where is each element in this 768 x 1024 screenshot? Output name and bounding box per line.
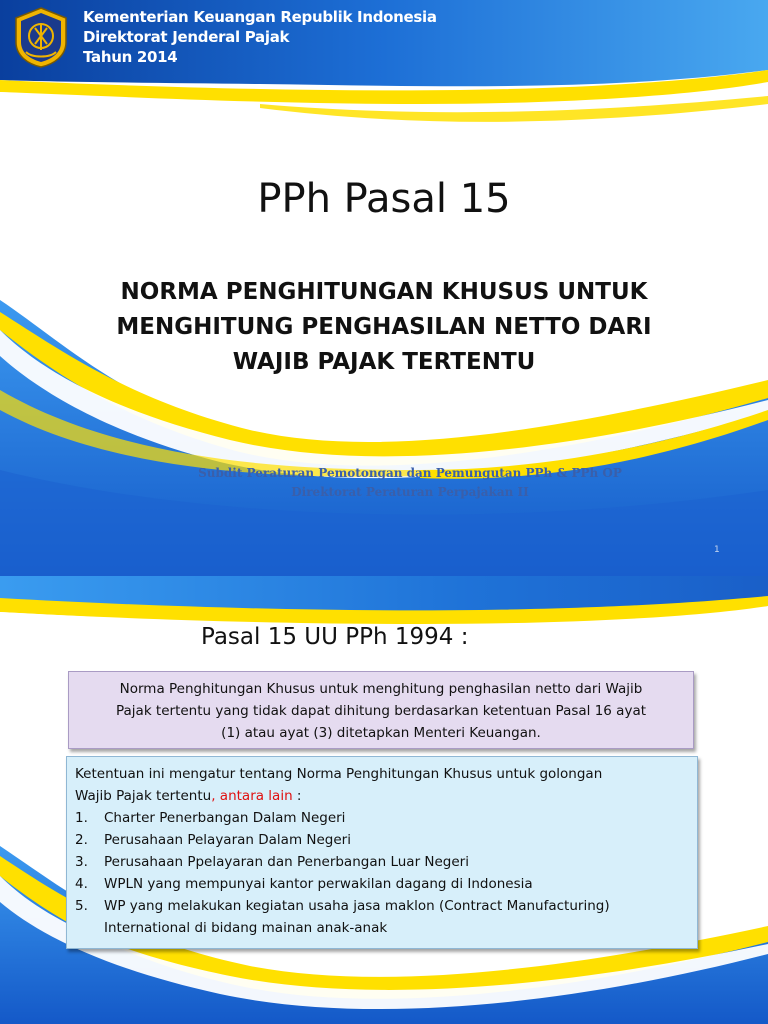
list-item	[75, 895, 689, 939]
list-item-text: WPLN yang mempunyai kantor perwakilan dagang di Indonesia	[104, 876, 533, 892]
list-item-number: 1.	[75, 810, 88, 826]
list-item-number: 2.	[75, 832, 88, 848]
list-item-text: Perusahaan Pelayaran Dalam Negeri	[104, 832, 351, 848]
list-intro-line-1: Ketentuan ini mengatur tentang Norma Penghitungan Khusus untuk golongan	[75, 766, 603, 782]
subtitle-line-2: MENGHITUNG PENGHASILAN NETTO DARI	[116, 314, 652, 340]
organization-name	[83, 7, 437, 67]
intro-highlight: , antara lain	[211, 788, 293, 804]
intro-colon: :	[292, 788, 302, 804]
slide-title: Pasal 15 UU PPh 1994 :	[201, 624, 469, 650]
credit-line-1: Subdit Peraturan Pemotongan dan Pemungutan PPh & PPh OP	[198, 466, 622, 480]
list-item-text: Perusahaan Ppelayaran dan Penerbangan Luar Negeri	[104, 854, 469, 870]
list-item	[75, 851, 689, 873]
author-credit	[0, 464, 768, 502]
list-intro-line-2	[75, 785, 689, 807]
taxpayer-list	[75, 807, 689, 939]
list-item-text: WP yang melakukan kegiatan usaha jasa maklon (Contract Manufacturing) International di bidang mainan anak-anak	[104, 898, 610, 936]
subtitle-line-1: NORMA PENGHITUNGAN KHUSUS UNTUK	[120, 279, 648, 305]
list-item	[75, 807, 689, 829]
definition-line-2: Pajak tertentu yang tidak dapat dihitung berdasarkan ketentuan Pasal 16 ayat	[115, 703, 647, 719]
list-item-number: 4.	[75, 876, 88, 892]
subtitle-line-3: WAJIB PAJAK TERTENTU	[232, 349, 536, 375]
org-line-year: Tahun 2014	[83, 48, 178, 66]
list-item-text: Charter Penerbangan Dalam Negeri	[104, 810, 346, 826]
definition-line-3: (1) atau ayat (3) ditetapkan Menteri Keuangan.	[221, 725, 541, 741]
definition-box	[68, 671, 694, 749]
ministry-logo-icon	[12, 6, 70, 68]
page-number: 1	[714, 545, 720, 555]
org-line-directorate: Direktorat Jenderal Pajak	[83, 28, 290, 46]
org-line-ministry: Kementerian Keuangan Republik Indonesia	[83, 8, 437, 26]
list-item	[75, 873, 689, 895]
header-bar	[0, 0, 768, 80]
intro-text: Wajib Pajak tertentu	[75, 788, 212, 804]
definition-line-1: Norma Penghitungan Khusus untuk menghitung penghasilan netto dari Wajib	[119, 681, 643, 697]
list-item	[75, 829, 689, 851]
list-item-number: 5.	[75, 898, 88, 914]
credit-line-2: Direktorat Peraturan Perpajakan II	[291, 485, 529, 499]
slide-title: PPh Pasal 15	[257, 176, 511, 222]
slide-subtitle	[60, 275, 708, 380]
content-slide	[0, 576, 768, 1024]
list-item-number: 3.	[75, 854, 88, 870]
taxpayer-list-box	[66, 756, 698, 949]
